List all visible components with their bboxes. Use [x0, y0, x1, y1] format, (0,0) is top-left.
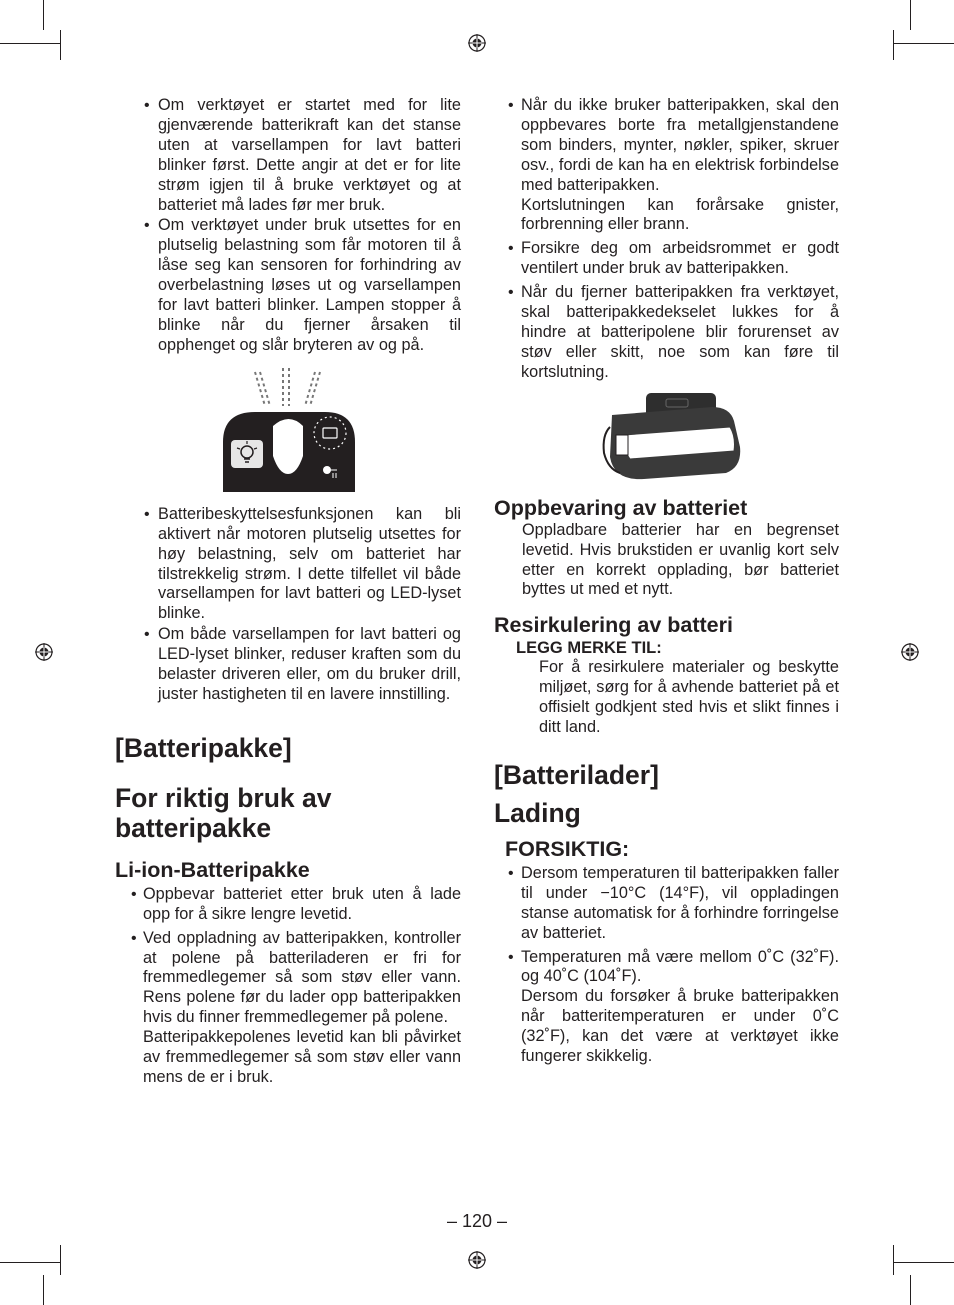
section-title: [Batterilader]	[494, 759, 659, 790]
li-ion-list	[115, 885, 461, 1088]
list-item: • Batteribeskyttelsesfunksjonen kan bli aktivert når motoren plutselig utsettes for høy belastning, selv om batteriet har tilstrekkelig strøm. I dette tilfellet vil både varsellampen for lavt batteri og LED-lyset blinke.	[144, 505, 461, 624]
crop-mark	[60, 30, 61, 60]
list-item: • Om verktøyet er startet med for lite gjenværende batterikraft kan det stanse uten at varsellampen for lavt batteri blinker først. Dette angir at det er for lite strøm igjen til å bruke verktøyet og at batteriet må lades før mer bruk.	[144, 96, 461, 215]
list-item: • Når du fjerner batteripakken fra verktøyet, skal batteripakkedekselet lukkes for å hindre at batteripolene blir forurenset av støv eller skitt, noe som kan føre til kortslutning.	[508, 283, 839, 383]
list-item: • Om verktøyet under bruk utsettes for en plutselig belastning som får motoren til å låse seg kan sensoren for forhindring av overbelastning løses ut og varsellampen for lavt batteri blinker. Lampen stopper å blinke når du fjerner årsaken til opphenget og slår bryteren av og på.	[144, 216, 461, 355]
subheading: Li-ion-Batteripakke	[115, 857, 310, 882]
right-column	[494, 96, 839, 1071]
crop-mark	[893, 1245, 894, 1275]
registration-mark-icon	[468, 34, 486, 52]
recycle-title: Resirkulering av batteri	[494, 613, 733, 638]
heading: Lading	[494, 797, 581, 828]
crop-mark	[0, 43, 60, 44]
crop-mark	[910, 0, 911, 30]
list-item-text: • Ved oppladning av batteripakken, kontroller at polene på batteriladeren er fri for fremmedlegemer så som støv eller vann. Rens polene før du lader opp batteripakken hvis du finner fremmedlegemer på polene.	[143, 928, 461, 1027]
crop-mark	[893, 30, 894, 60]
crop-mark	[0, 1262, 60, 1263]
storage-safety-list	[494, 96, 839, 383]
storage-title: Oppbevaring av batteriet	[494, 495, 748, 520]
crop-mark	[910, 1275, 911, 1305]
crop-mark	[43, 0, 44, 30]
crop-mark	[43, 1275, 44, 1305]
battery-pack-illustration	[494, 387, 839, 487]
page-number: – 120 –	[446, 1211, 508, 1231]
list-item: • Oppbevar batteriet etter bruk uten å lade opp for å sikre lengre levetid.	[131, 885, 461, 925]
caution-list	[494, 864, 839, 1067]
list-item-text: • Når du ikke bruker batteripakken, skal den oppbevares borte fra metallgjenstandene som binders, mynter, nøkler, spiker, skruer osv., fordi de kan ha en elektrisk forbindelse med batteripakken.	[521, 96, 839, 194]
crop-mark	[893, 43, 954, 44]
registration-mark-icon	[901, 643, 919, 661]
recycle-text: For å resirkulere materialer og beskytte miljøet, sørg for å avhende batteriet på et offisielt godkjent sted hvis et slikt finnes i ditt land.	[539, 658, 839, 737]
caution-label: FORSIKTIG:	[505, 836, 630, 861]
section-title: [Batteripakke]	[115, 732, 292, 763]
list-item-text: Kortslutningen kan forårsake gnister, forbrenning eller brann.	[521, 195, 839, 234]
left-column	[115, 96, 461, 1092]
list-item-text: Dersom du forsøker å bruke batteripakken når batteritemperaturen er under 0˚C (32˚F), kan det være at verktøyet ikke fungerer skikkelig.	[521, 987, 839, 1066]
note-label: LEGG MERKE TIL:	[516, 639, 662, 658]
crop-mark	[893, 1262, 954, 1263]
warning-lamp-list	[115, 96, 461, 356]
list-item-text: • Temperaturen må være mellom 0˚C (32˚F). og 40˚C (104˚F).	[521, 947, 839, 986]
registration-mark-icon	[468, 1251, 486, 1269]
list-item: • Om både varsellampen for lavt batteri og LED-lyset blinker, reduser kraften som du belaster driveren eller, om du bruker drill, juster hastigheten til en lavere innstilling.	[144, 625, 461, 705]
list-item	[508, 96, 839, 235]
list-item-text: Batteripakkepolenes levetid kan bli påvirket av fremmedlegemer så som støv eller vann mens de er i bruk.	[143, 1028, 461, 1086]
storage-text: Oppladbare batterier har en begrenset levetid. Hvis brukstiden er uvanlig kort selv etter en korrekt opplading, bør batteriet byttes ut med et nytt.	[522, 520, 839, 599]
list-item: • Dersom temperaturen til batteripakken faller til under −10°C (14°F), vil oppladingen stanse automatisk for å forhindre forringelse av batteriet.	[508, 864, 839, 944]
list-item	[508, 948, 839, 1067]
registration-mark-icon	[35, 643, 53, 661]
heading: For riktig bruk av batteripakke	[115, 782, 332, 843]
crop-mark	[60, 1245, 61, 1275]
list-item	[131, 929, 461, 1088]
control-panel-illustration	[115, 360, 461, 500]
battery-protection-list	[115, 505, 461, 705]
list-item: • Forsikre deg om arbeidsrommet er godt ventilert under bruk av batteripakken.	[508, 239, 839, 279]
